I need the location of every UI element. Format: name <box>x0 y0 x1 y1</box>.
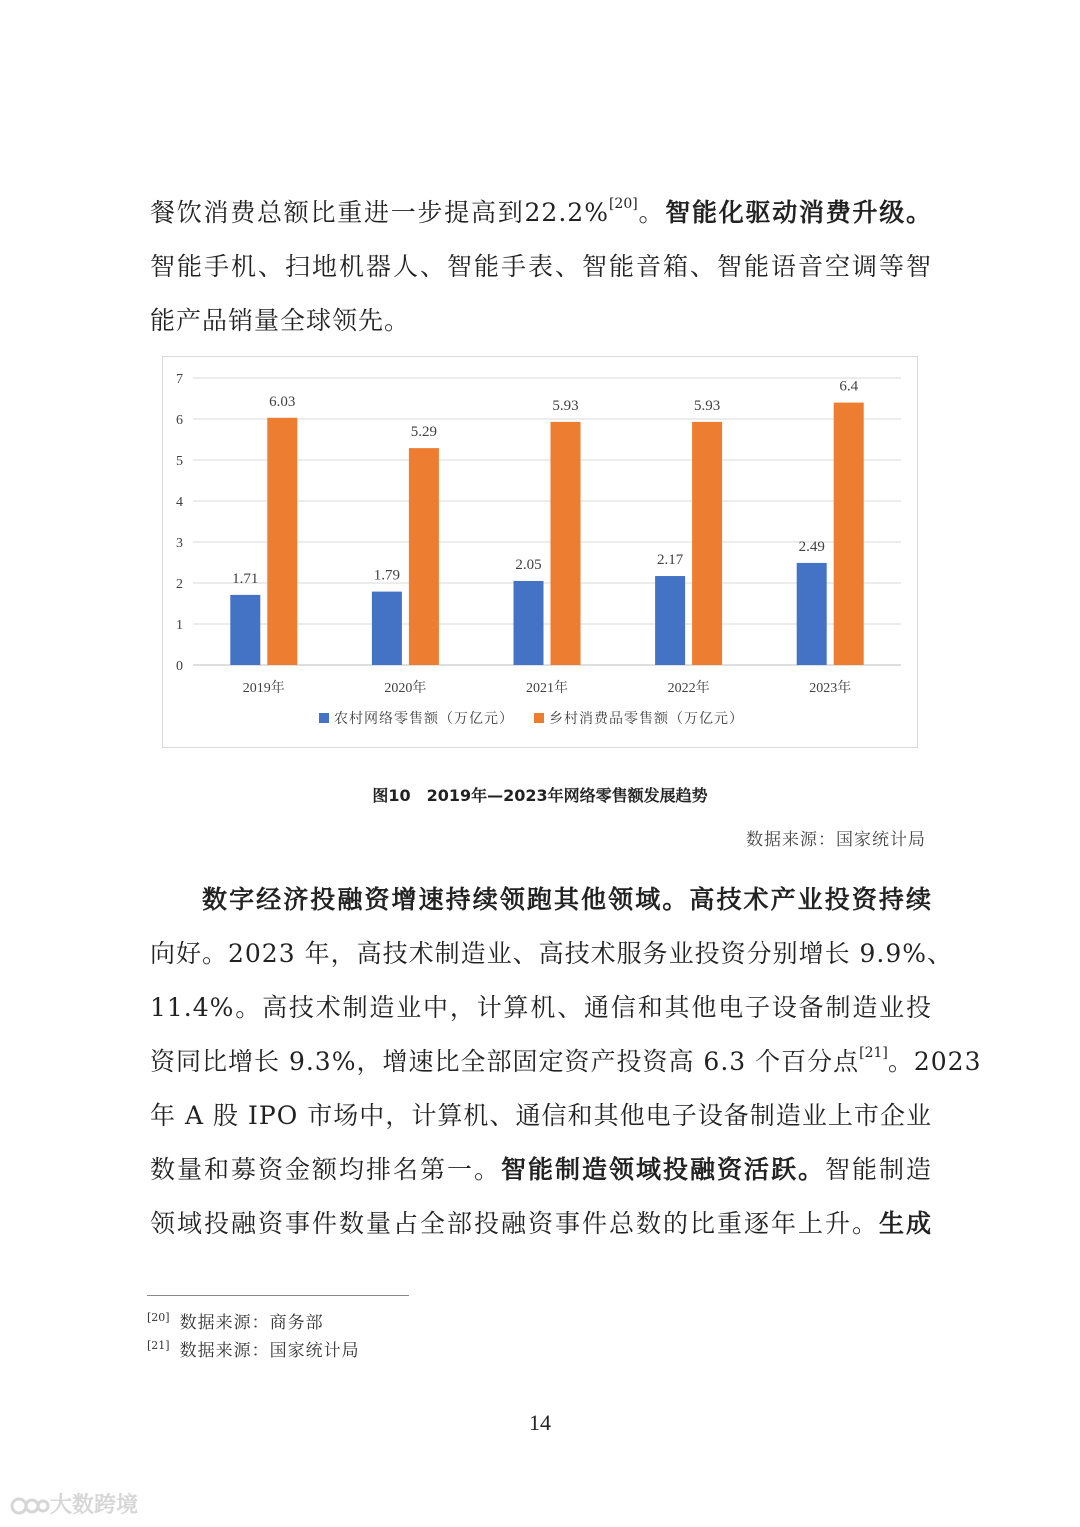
x-tick-label: 2021年 <box>526 681 568 696</box>
footnote-ref-21[interactable]: [21] <box>859 1045 888 1061</box>
body-line-3: 11.4%。高技术制造业中，计算机、通信和其他电子设备制造业投 <box>150 993 932 1022</box>
y-tick-label: 7 <box>176 372 183 387</box>
body-paragraph <box>150 873 982 1251</box>
figure-caption: 图10 2019年—2023年网络零售额发展趋势 <box>372 786 708 805</box>
footnote-divider <box>147 1295 409 1296</box>
y-tick-label: 3 <box>176 536 183 551</box>
intro-line-2: 智能手机、扫地机器人、智能手表、智能音箱、智能语音空调等智 <box>150 252 932 281</box>
data-label: 5.93 <box>552 397 579 414</box>
legend-label-1: 乡村消费品零售额（万亿元） <box>549 712 744 727</box>
bar-chart-svg <box>163 357 919 749</box>
body-line-1: 数字经济投融资增速持续领跑其他领域。高技术产业投资持续 <box>202 885 932 914</box>
body-line-7: 领域投融资事件数量占全部投融资事件总数的比重逐年上升。生成 <box>150 1209 932 1238</box>
bar-rural-online-4 <box>797 563 827 665</box>
figure-source: 数据来源：国家统计局 <box>746 830 926 850</box>
intro-paragraph <box>150 186 932 348</box>
body-bold-subheading: 智能制造领域投融资活跃。 <box>500 1155 825 1184</box>
body-line-5: 年 A 股 IPO 市场中，计算机、通信和其他电子设备制造业上市企业 <box>150 1101 932 1130</box>
footnote-21: [21] 数据来源：国家统计局 <box>147 1339 360 1361</box>
legend-label-0: 农村网络零售额（万亿元） <box>334 712 514 727</box>
y-tick-label: 4 <box>176 495 183 510</box>
x-tick-label: 2022年 <box>667 681 710 696</box>
bar-rural-online-3 <box>655 576 685 665</box>
y-tick-label: 1 <box>176 618 183 633</box>
body-bold-heading: 数字经济投融资增速持续领跑其他领域。 <box>202 885 690 914</box>
data-label: 2.05 <box>515 556 542 573</box>
bar-rural-consumer-4 <box>834 403 864 665</box>
data-label: 1.71 <box>232 570 259 587</box>
data-label: 2.17 <box>656 552 684 569</box>
data-label: 1.79 <box>373 567 401 584</box>
x-tick-label: 2019年 <box>242 681 285 696</box>
bar-rural-online-1 <box>372 592 402 665</box>
bar-rural-online-2 <box>514 581 544 665</box>
watermark-icon <box>10 1495 50 1517</box>
intro-line-1: 餐饮消费总额比重进一步提高到22.2%[20]。智能化驱动消费升级。 <box>150 196 932 227</box>
y-tick-label: 2 <box>176 577 183 592</box>
data-label: 5.29 <box>410 424 438 441</box>
page-number: 14 <box>529 1410 551 1435</box>
bar-chart <box>162 356 918 748</box>
bar-rural-consumer-2 <box>551 422 581 665</box>
data-label: 6.03 <box>269 393 296 410</box>
body-line-4: 资同比增长 9.3%，增速比全部固定资产投资高 6.3 个百分点[21]。2023 <box>150 1045 982 1076</box>
data-label: 2.49 <box>798 538 825 555</box>
body-line-2: 向好。2023 年，高技术制造业、高技术服务业投资分别增长 9.9%、 <box>150 939 954 968</box>
bar-rural-online-0 <box>230 595 260 665</box>
y-tick-label: 5 <box>176 454 183 469</box>
intro-line-3: 能产品销量全球领先。 <box>150 306 411 335</box>
bar-rural-consumer-3 <box>692 422 722 665</box>
intro-bold-heading: 智能化驱动消费升级。 <box>665 198 932 227</box>
footnote-ref-20[interactable]: [20] <box>608 196 638 212</box>
footnote-20: [20] 数据来源：商务部 <box>147 1311 324 1333</box>
y-tick-label: 6 <box>176 413 183 428</box>
body-line-6: 数量和募资金额均排名第一。智能制造领域投融资活跃。智能制造 <box>150 1155 932 1184</box>
x-tick-label: 2020年 <box>384 681 427 696</box>
data-label: 6.4 <box>839 378 859 395</box>
legend-swatch-0 <box>319 713 329 723</box>
x-tick-label: 2023年 <box>809 681 852 696</box>
data-label: 5.93 <box>693 397 721 414</box>
watermark-logo: 大数跨境 <box>10 1488 138 1519</box>
y-tick-label: 0 <box>176 659 183 674</box>
bar-rural-consumer-0 <box>267 418 297 665</box>
legend-swatch-1 <box>534 713 544 723</box>
bar-rural-consumer-1 <box>409 448 439 665</box>
